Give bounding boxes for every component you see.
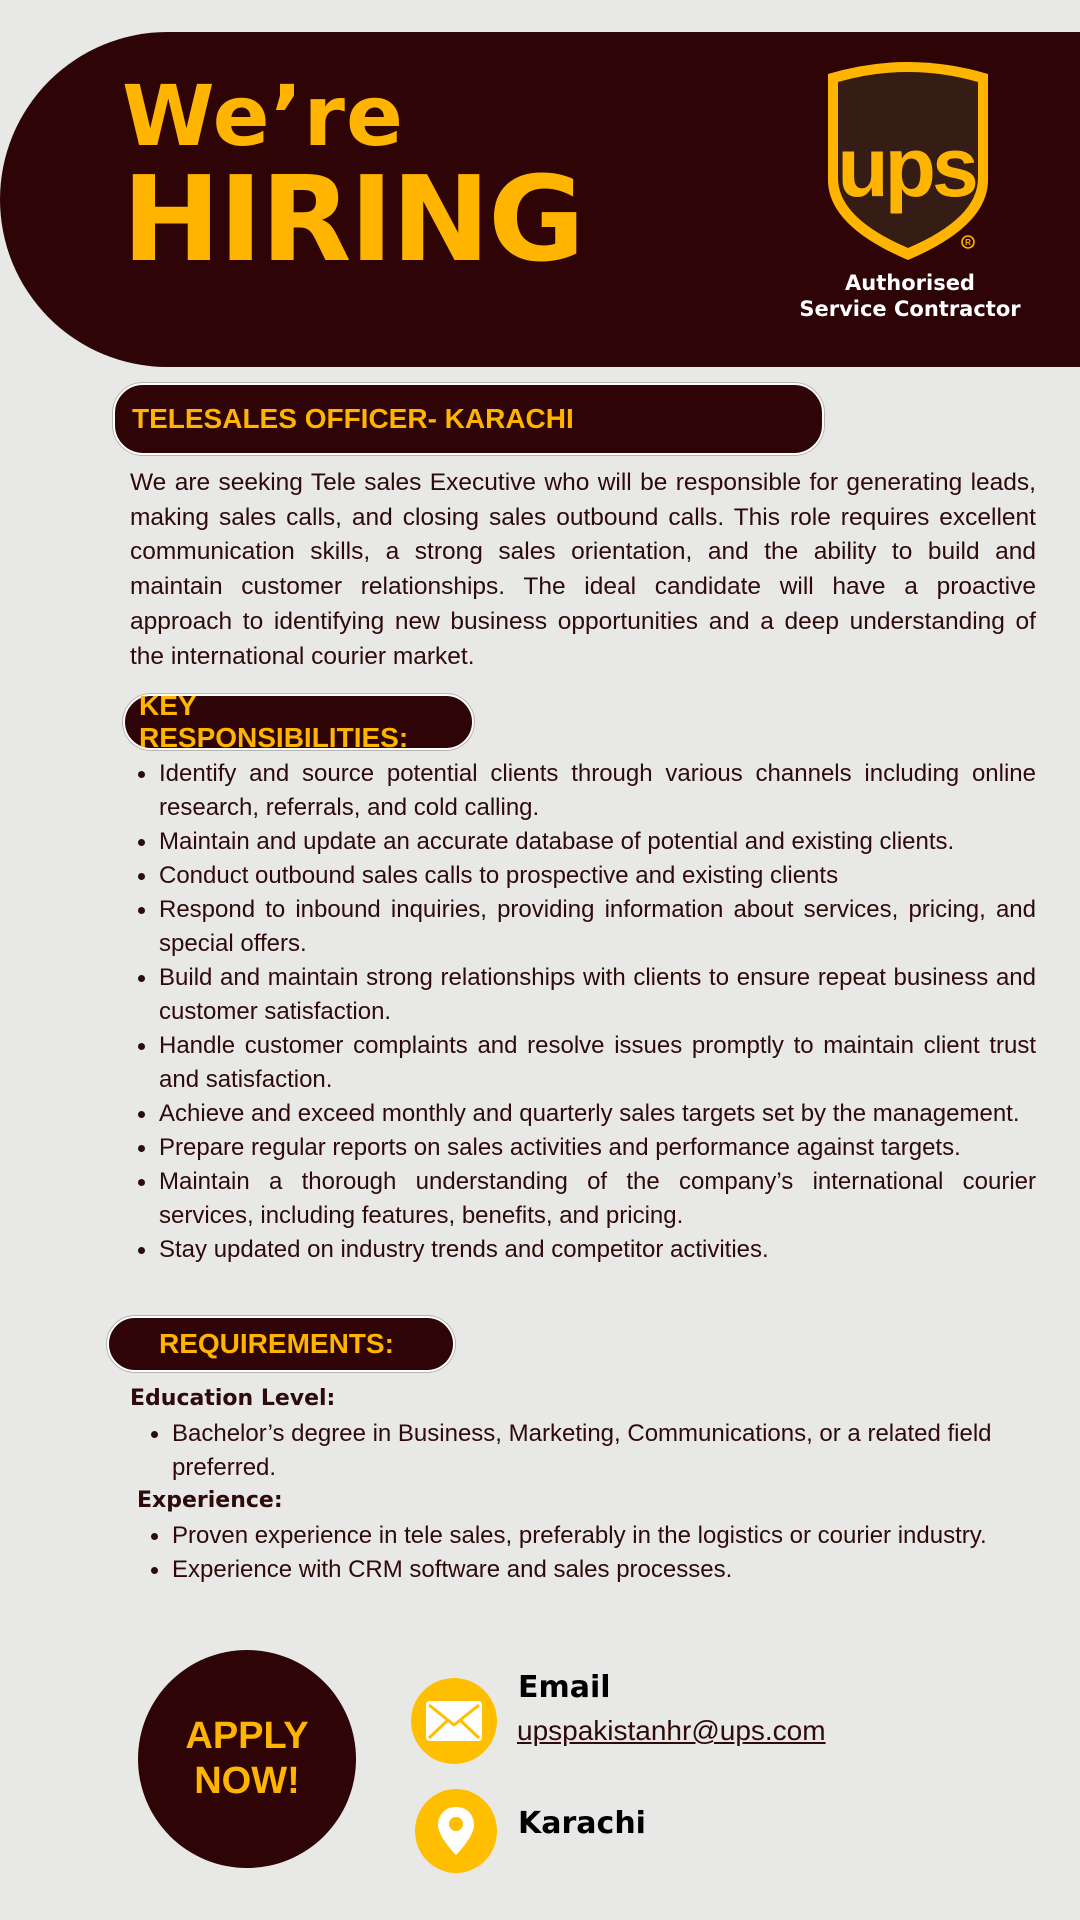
email-label: Email bbox=[518, 1670, 611, 1705]
list-item: Maintain and update an accurate database of potential and existing clients. bbox=[130, 825, 1036, 859]
list-item: Identify and source potential clients through various channels including online research, referrals, and cold calling. bbox=[130, 757, 1036, 825]
list-item: Handle customer complaints and resolve issues promptly to maintain client trust and satisfaction. bbox=[130, 1029, 1036, 1097]
authorised-contractor-label bbox=[780, 270, 1040, 322]
list-item: Achieve and exceed monthly and quarterly sales targets set by the management. bbox=[130, 1097, 1036, 1131]
hero-heading-were: We’re bbox=[122, 67, 404, 165]
location-pin-icon bbox=[415, 1789, 497, 1873]
svg-text:R: R bbox=[965, 238, 971, 247]
education-level-heading: Education Level: bbox=[130, 1386, 336, 1411]
hero-heading-hiring: HIRING bbox=[122, 150, 584, 288]
location-label: Karachi bbox=[518, 1806, 646, 1841]
responsibilities-list bbox=[130, 757, 1036, 1267]
list-item: Experience with CRM software and sales processes. bbox=[146, 1553, 1006, 1587]
ups-shield-logo bbox=[822, 56, 994, 262]
contractor-line-2: Service Contractor bbox=[799, 297, 1021, 321]
email-link[interactable]: upspakistanhr@ups.com bbox=[517, 1715, 826, 1746]
ups-logo-text: ups bbox=[837, 120, 975, 214]
contractor-line-1: Authorised bbox=[845, 271, 975, 295]
responsibilities-heading-banner bbox=[123, 690, 474, 753]
list-item: Build and maintain strong relationships with clients to ensure repeat business and customer satisfaction. bbox=[130, 961, 1036, 1029]
apply-now-line-1: APPLY bbox=[185, 1715, 309, 1757]
education-list bbox=[146, 1417, 1006, 1485]
envelope-icon bbox=[411, 1678, 497, 1764]
apply-now-badge[interactable] bbox=[138, 1650, 356, 1868]
list-item: Maintain a thorough understanding of the company’s international courier services, including features, benefits, and pricing. bbox=[130, 1165, 1036, 1233]
list-item: Stay updated on industry trends and competitor activities. bbox=[130, 1233, 1036, 1267]
list-item: Prepare regular reports on sales activities and performance against targets. bbox=[130, 1131, 1036, 1165]
requirements-heading-banner bbox=[107, 1316, 455, 1372]
responsibilities-heading: KEY RESPONSIBILITIES: bbox=[139, 690, 409, 753]
job-title: TELESALES OFFICER- KARACHI bbox=[132, 403, 574, 434]
experience-heading: Experience: bbox=[137, 1488, 283, 1513]
requirements-heading: REQUIREMENTS: bbox=[159, 1328, 394, 1359]
list-item: Respond to inbound inquiries, providing information about services, pricing, and special offers. bbox=[130, 893, 1036, 961]
list-item: Conduct outbound sales calls to prospective and existing clients bbox=[130, 859, 1036, 893]
apply-now-line-2: NOW! bbox=[194, 1760, 300, 1802]
experience-list bbox=[146, 1519, 1006, 1587]
list-item: Bachelor’s degree in Business, Marketing, Communications, or a related field preferred. bbox=[146, 1417, 1006, 1485]
job-description: We are seeking Tele sales Executive who will be responsible for generating leads, making sales calls, and closing sales outbound calls. This role requires excellent communication skills, a strong sales orientation, and the ability to build and maintain customer relationships. The ideal candidate will have a proactive approach to identifying new business opportunities and a deep understanding of the international courier market. bbox=[130, 469, 1036, 670]
job-title-banner bbox=[113, 383, 824, 455]
list-item: Proven experience in tele sales, preferably in the logistics or courier industry. bbox=[146, 1519, 1006, 1553]
